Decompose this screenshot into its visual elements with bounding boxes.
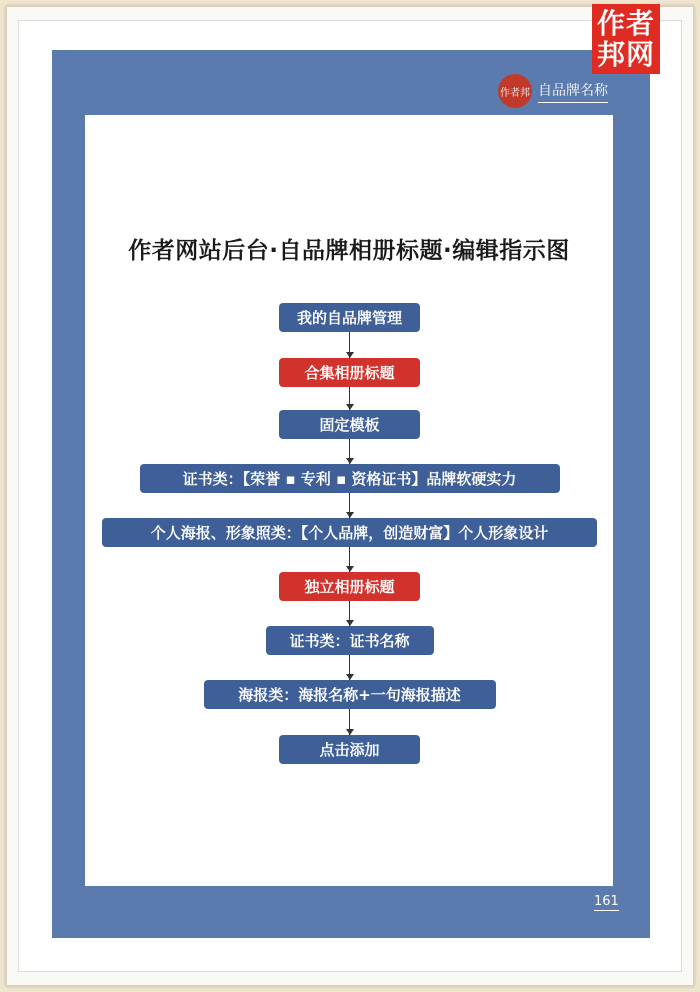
flow-arrow-5 [346,566,354,572]
flow-step-5: 个人海报、形象照类：【个人品牌，创造财富】个人形象设计 [102,518,597,547]
flow-arrow-7 [346,674,354,680]
flow-arrow-4 [346,512,354,518]
site-logo [592,4,660,74]
flow-step-9: 点击添加 [279,735,420,764]
flow-step-3: 固定模板 [279,410,420,439]
flow-step-4: 证书类：【荣誉 ▪ 专利 ▪ 资格证书】品牌软硬实力 [140,464,560,493]
brand-avatar: 作者邦 [498,74,532,108]
flow-step-1: 我的自品牌管理 [279,303,420,332]
logo-line-1: 作者 [596,7,655,40]
flow-step-7: 证书类：证书名称 [266,626,434,655]
flow-step-6: 独立相册标题 [279,572,420,601]
flow-arrow-2 [346,404,354,410]
brand-header [498,74,608,108]
flow-step-8: 海报类：海报名称+一句海报描述 [204,680,496,709]
flow-arrow-1 [346,352,354,358]
flow-step-2: 合集相册标题 [279,358,420,387]
brand-name: 自品牌名称 [538,80,608,103]
flow-arrow-3 [346,458,354,464]
logo-line-2: 邦网 [596,38,655,71]
page-title: 作者网站后台·自品牌相册标题·编辑指示图 [128,238,570,264]
flow-arrow-6 [346,620,354,626]
page-number: 161 [594,894,619,909]
flow-arrow-8 [346,729,354,735]
